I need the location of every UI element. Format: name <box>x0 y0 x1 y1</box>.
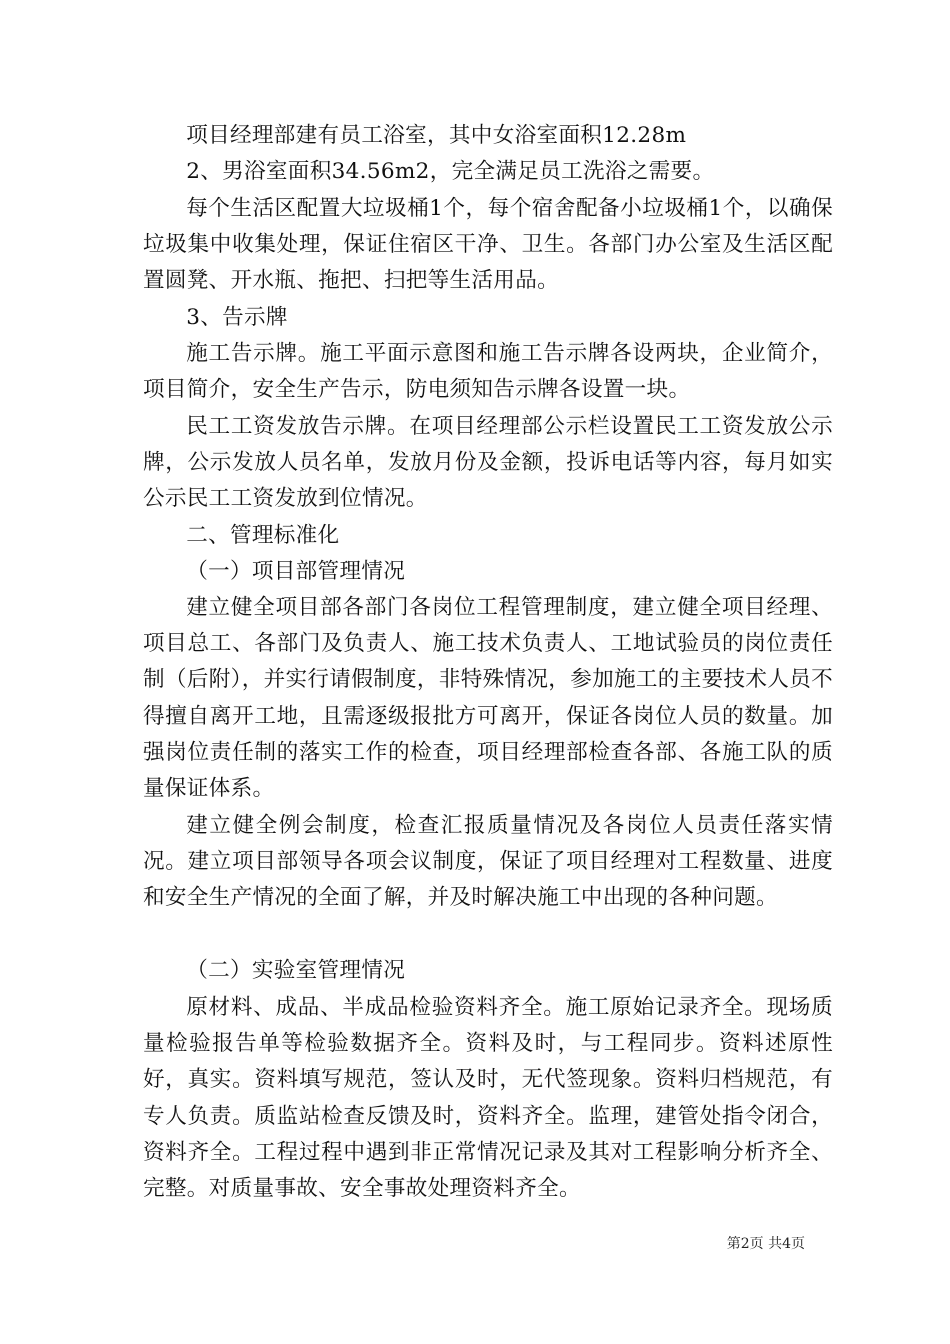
paragraph-garbage-bins: 每个生活区配置大垃圾桶1个，每个宿舍配备小垃圾桶1个，以确保垃圾集中收集处理，保证住宿区干净、卫生。各部门办公室及生活区配置圆凳、开水瓶、拖把、扫把等生活用品。 <box>143 196 833 294</box>
paragraph-wage-notice: 民工工资发放告示牌。在项目经理部公示栏设置民工工资发放公示牌，公示发放人员名单，发放月份及金额，投诉电话等内容，每月如实公示民工工资发放到位情况。 <box>143 414 833 512</box>
paragraph-bath-men: 2、男浴室面积34.56m2，完全满足员工洗浴之需要。 <box>186 159 715 184</box>
paragraph-bath-women: 项目经理部建有员工浴室，其中女浴室面积12.28m <box>186 123 687 148</box>
heading-management-standardization: 二、管理标准化 <box>186 523 340 548</box>
heading-notice-boards: 3、告示牌 <box>186 305 288 330</box>
paragraph-meeting-system: 建立健全例会制度，检查汇报质量情况及各岗位人员责任落实情况。建立项目部领导各项会议制度，保证了项目经理对工程数量、进度和安全生产情况的全面了解，并及时解决施工中出现的各种问题。 <box>143 813 833 911</box>
paragraph-project-management: 建立健全项目部各部门各岗位工程管理制度，建立健全项目经理、项目总工、各部门及负责人、施工技术负责人、工地试验员的岗位责任制（后附），并实行请假制度，非特殊情况，参加施工的主要技术人员不得擅自离开工地，且需逐级报批方可离开，保证各岗位人员的数量。加强岗位责任制的落实工作的检查，项目经理部检查各部、各施工队的质量保证体系。 <box>143 595 833 802</box>
paragraph-lab-management: 原材料、成品、半成品检验资料齐全。施工原始记录齐全。现场质量检验报告单等检验数据齐全。资料及时，与工程同步。资料述原性好，真实。资料填写规范，签认及时，无代签现象。资料归档规范，有专人负责。质监站检查反馈及时，资料齐全。监理，建管处指令闭合，资料齐全。工程过程中遇到非正常情况记录及其对工程影响分析齐全、完整。对质量事故、安全事故处理资料齐全。 <box>143 995 833 1202</box>
heading-project-management: （一）项目部管理情况 <box>186 559 406 584</box>
heading-lab-management: （二）实验室管理情况 <box>186 958 406 983</box>
paragraph-construction-notice: 施工告示牌。施工平面示意图和施工告示牌各设两块，企业简介，项目简介，安全生产告示，防电须知告示牌各设置一块。 <box>143 341 833 403</box>
page-footer: 第2页 共4页 <box>726 1236 805 1252</box>
